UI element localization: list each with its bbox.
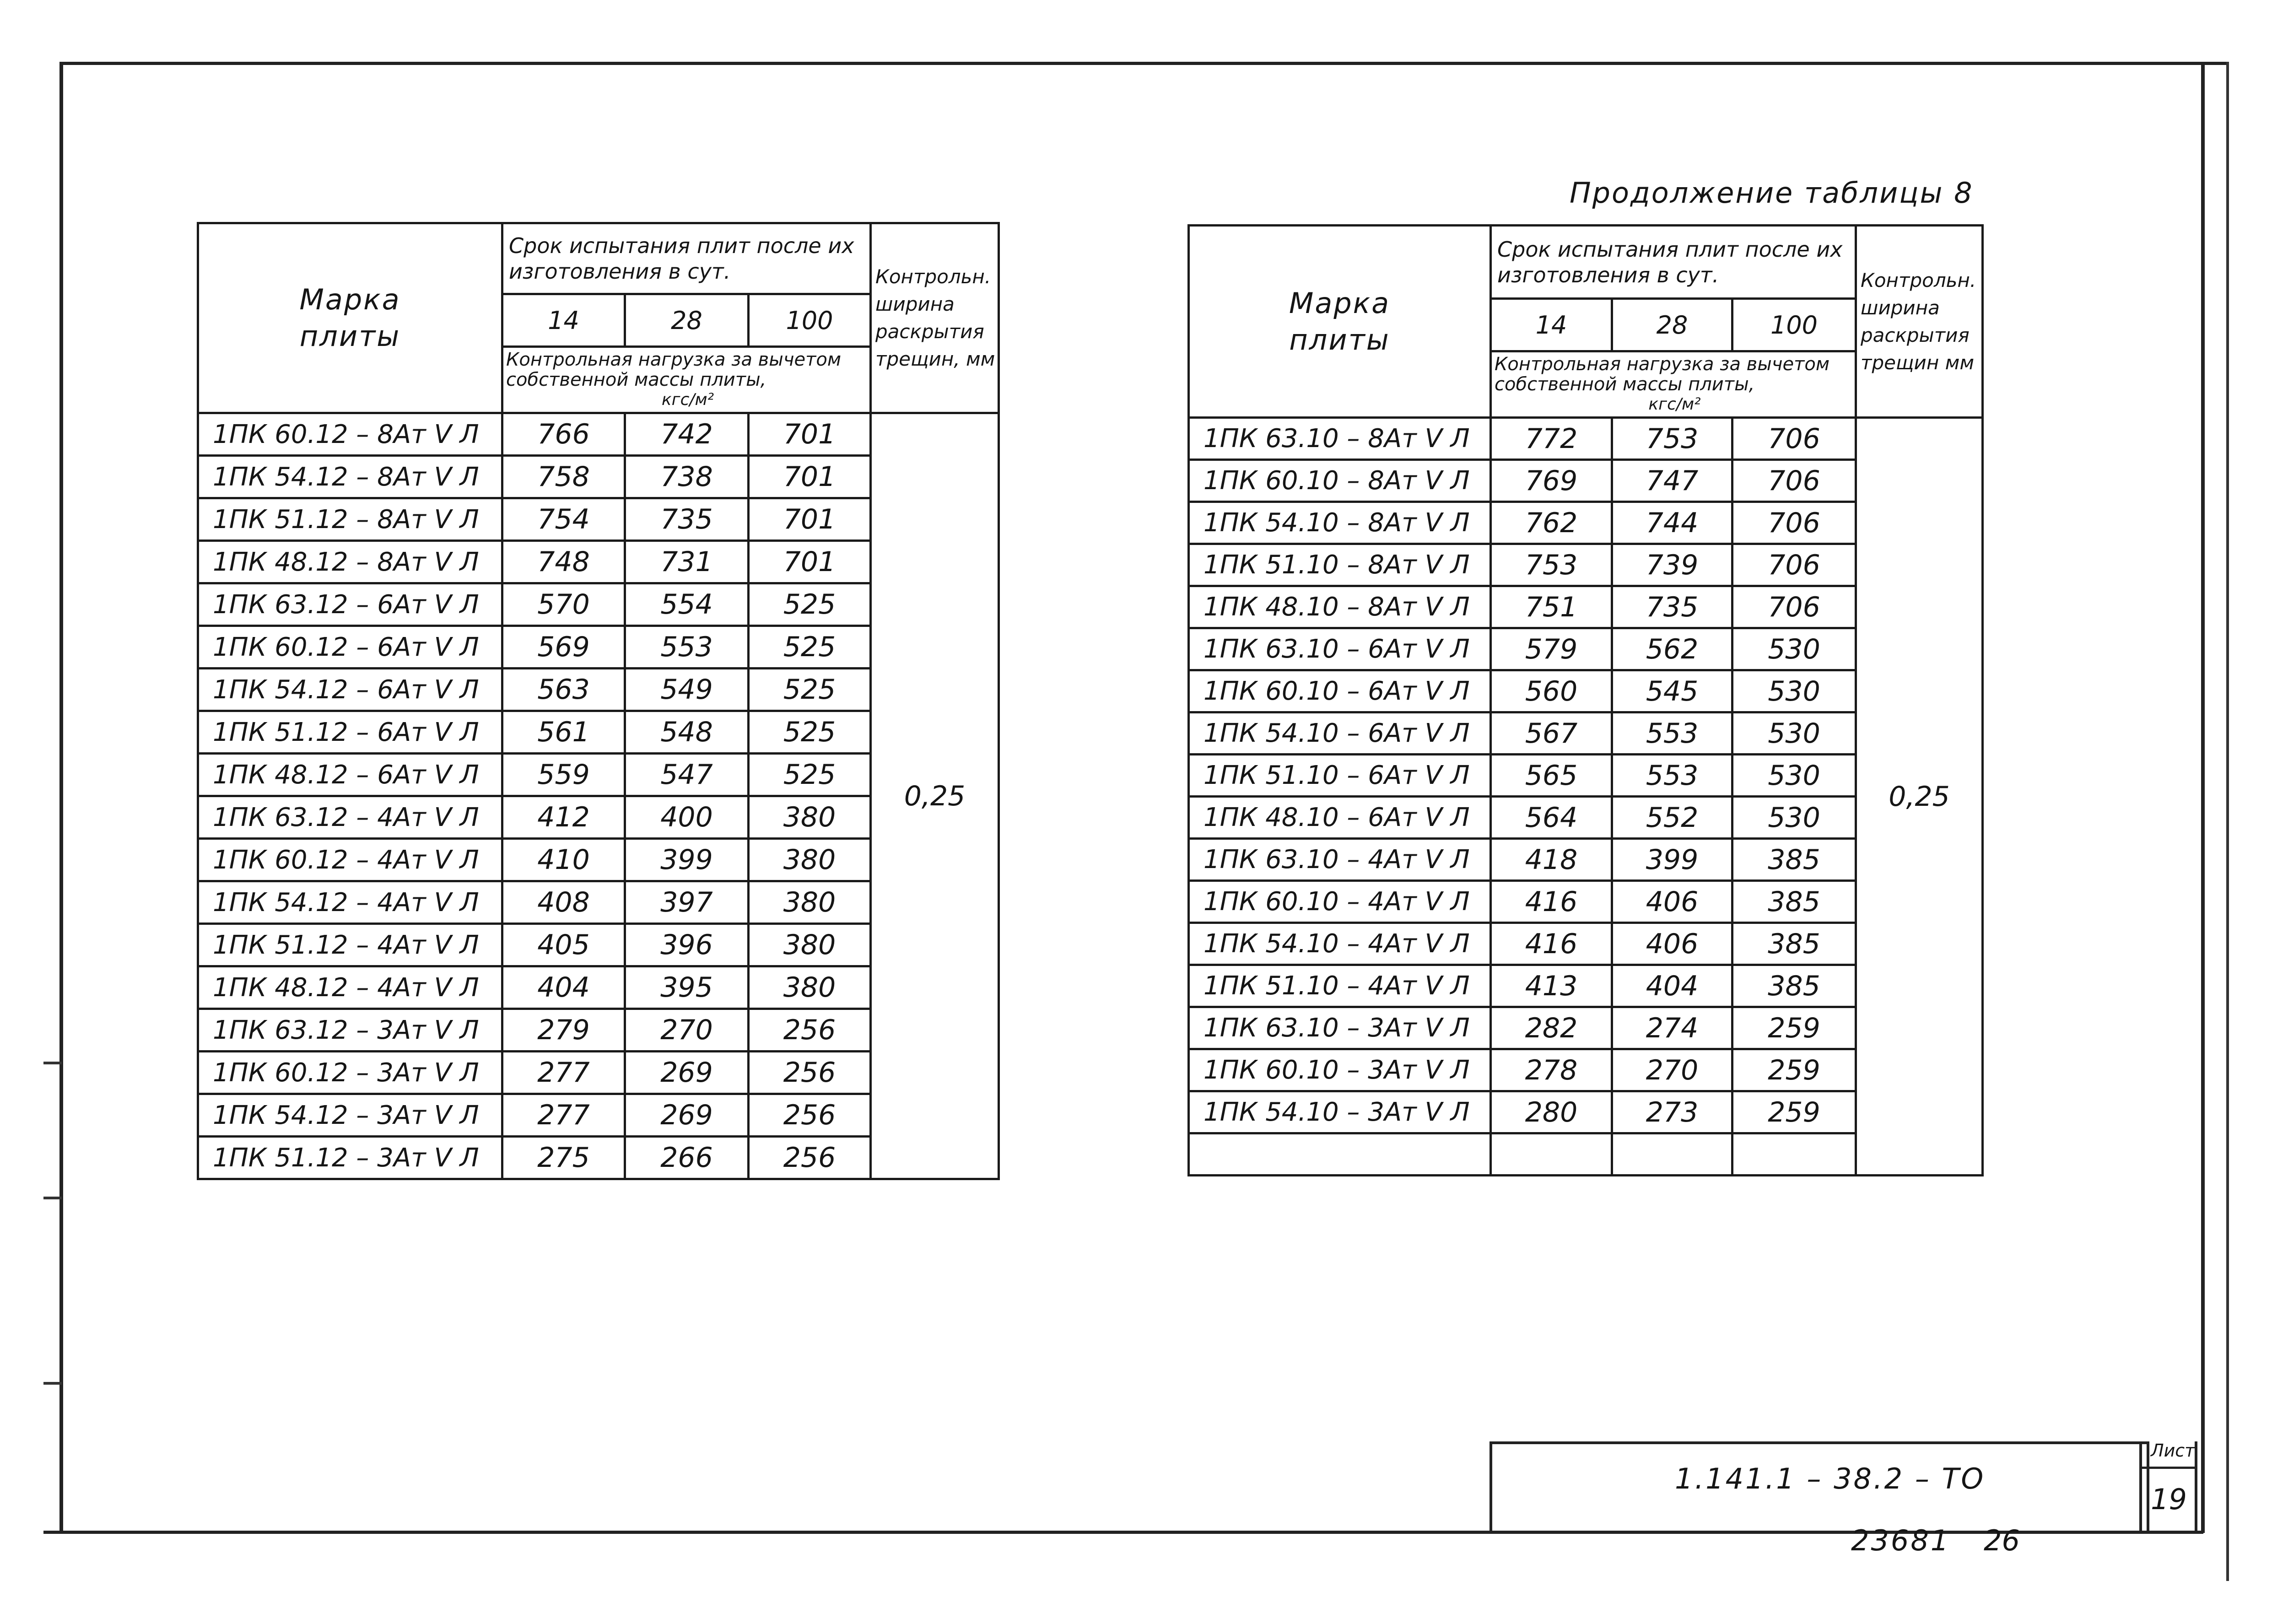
crack-width-cell: 0,25 (871, 413, 999, 1179)
load-28-cell: 735 (1612, 586, 1732, 628)
load-14-cell: 766 (502, 413, 625, 456)
load-100-cell: 525 (749, 583, 871, 626)
load-28-cell: 549 (625, 669, 749, 711)
load-28-cell: 738 (625, 456, 749, 498)
load-14-cell: 563 (502, 669, 625, 711)
load-28-cell: 399 (1612, 839, 1732, 881)
frame-top (59, 62, 2229, 65)
load-28-cell: 545 (1612, 670, 1732, 712)
mark-header: Марка плиты (198, 223, 502, 413)
plate-mark-cell: 1ПК 51.10 – 8Ат V Л (1189, 544, 1491, 586)
plate-mark-cell: 1ПК 60.12 – 3Ат V Л (198, 1052, 502, 1094)
frame-right-outer (2226, 62, 2229, 1581)
load-14-cell: 753 (1491, 544, 1612, 586)
frame-left (59, 62, 63, 1533)
plate-mark-cell: 1ПК 48.10 – 6Ат V Л (1189, 797, 1491, 839)
load-14-cell: 404 (502, 966, 625, 1009)
load-100-cell: 525 (749, 669, 871, 711)
load-unit: кгс/м² (1648, 395, 1701, 414)
left-table (197, 222, 1000, 1180)
load-100-cell: 530 (1732, 755, 1856, 797)
load-28-cell: 406 (1612, 881, 1732, 923)
load-14-cell: 416 (1491, 881, 1612, 923)
crack-width-cell: 0,25 (1856, 418, 1983, 1176)
plate-mark-cell: 1ПК 51.10 – 6Ат V Л (1189, 755, 1491, 797)
load-14-cell: 277 (502, 1094, 625, 1137)
load-28-cell: 397 (625, 881, 749, 924)
load-unit: кгс/м² (661, 390, 714, 409)
load-28-cell: 399 (625, 839, 749, 881)
day-header-100: 100 (1732, 299, 1856, 351)
load-14-cell: 280 (1491, 1091, 1612, 1133)
load-100-cell: 530 (1732, 628, 1856, 670)
load-28-cell: 270 (625, 1009, 749, 1052)
load-14-cell: 278 (1491, 1049, 1612, 1091)
plate-mark-cell: 1ПК 63.10 – 6Ат V Л (1189, 628, 1491, 670)
load-14-cell: 570 (502, 583, 625, 626)
day-header-14: 14 (1491, 299, 1612, 351)
left-table-body (198, 413, 999, 1179)
plate-mark-cell: 1ПК 54.10 – 4Ат V Л (1189, 923, 1491, 965)
load-100-cell (1732, 1133, 1856, 1176)
load-28-cell: 753 (1612, 418, 1732, 460)
inventory-number: 23681 (1851, 1524, 1951, 1557)
load-28-cell: 553 (1612, 755, 1732, 797)
load-14-cell: 751 (1491, 586, 1612, 628)
day-header-28: 28 (625, 294, 749, 347)
margin-tick (43, 1382, 62, 1385)
load-28-cell: 269 (625, 1094, 749, 1137)
load-14-cell: 569 (502, 626, 625, 669)
plate-mark-cell: 1ПК 48.12 – 4Ат V Л (198, 966, 502, 1009)
load-14-cell: 412 (502, 796, 625, 839)
load-14-cell: 408 (502, 881, 625, 924)
load-100-cell: 256 (749, 1009, 871, 1052)
plate-mark-cell: 1ПК 51.12 – 8Ат V Л (198, 498, 502, 541)
load-28-cell: 547 (625, 754, 749, 796)
load-100-cell: 701 (749, 456, 871, 498)
load-100-cell: 259 (1732, 1007, 1856, 1049)
load-14-cell: 748 (502, 541, 625, 583)
load-14-cell: 413 (1491, 965, 1612, 1007)
load-28-cell: 735 (625, 498, 749, 541)
load-14-cell: 418 (1491, 839, 1612, 881)
load-header: Контрольная нагрузка за вычетом собственной массы плиты, кгс/м² (1491, 351, 1856, 418)
plate-mark-cell (1189, 1133, 1491, 1176)
plate-mark-cell: 1ПК 54.12 – 3Ат V Л (198, 1094, 502, 1137)
plate-mark-cell: 1ПК 51.10 – 4Ат V Л (1189, 965, 1491, 1007)
plate-mark-cell: 1ПК 54.10 – 3Ат V Л (1189, 1091, 1491, 1133)
sheet-separator (2139, 1467, 2195, 1469)
plate-mark-cell: 1ПК 54.12 – 4Ат V Л (198, 881, 502, 924)
mark-header: Марка плиты (1189, 226, 1491, 418)
load-100-cell: 385 (1732, 881, 1856, 923)
plate-mark-cell: 1ПК 63.12 – 4Ат V Л (198, 796, 502, 839)
plate-mark-cell: 1ПК 48.12 – 6Ат V Л (198, 754, 502, 796)
day-header-100: 100 (749, 294, 871, 347)
plate-mark-cell: 1ПК 63.12 – 3Ат V Л (198, 1009, 502, 1052)
plate-mark-cell: 1ПК 48.10 – 8Ат V Л (1189, 586, 1491, 628)
right-table (1187, 224, 1984, 1176)
load-14-cell: 405 (502, 924, 625, 966)
load-14-cell: 560 (1491, 670, 1612, 712)
load-14-cell: 275 (502, 1137, 625, 1179)
load-100-cell: 256 (749, 1094, 871, 1137)
load-14-cell: 564 (1491, 797, 1612, 839)
plate-mark-cell: 1ПК 48.12 – 8Ат V Л (198, 541, 502, 583)
load-100-cell: 530 (1732, 712, 1856, 755)
plate-mark-cell: 1ПК 51.12 – 4Ат V Л (198, 924, 502, 966)
load-14-cell: 565 (1491, 755, 1612, 797)
plate-mark-cell: 1ПК 60.10 – 6Ат V Л (1189, 670, 1491, 712)
load-100-cell: 525 (749, 626, 871, 669)
load-14-cell: 762 (1491, 502, 1612, 544)
load-28-cell: 553 (1612, 712, 1732, 755)
load-100-cell: 380 (749, 839, 871, 881)
load-28-cell: 273 (1612, 1091, 1732, 1133)
load-14-cell: 279 (502, 1009, 625, 1052)
load-100-cell: 706 (1732, 586, 1856, 628)
load-28-cell: 274 (1612, 1007, 1732, 1049)
load-14-cell: 579 (1491, 628, 1612, 670)
table-row (1189, 418, 1983, 460)
load-100-cell: 706 (1732, 460, 1856, 502)
load-100-cell: 706 (1732, 544, 1856, 586)
load-28-cell: 266 (625, 1137, 749, 1179)
load-28-cell: 400 (625, 796, 749, 839)
table-caption: Продолжение таблицы 8 (1570, 176, 1974, 210)
plate-mark-cell: 1ПК 60.12 – 6Ат V Л (198, 626, 502, 669)
load-100-cell: 256 (749, 1052, 871, 1094)
day-header-28: 28 (1612, 299, 1732, 351)
load-14-cell: 772 (1491, 418, 1612, 460)
plate-mark-cell: 1ПК 51.12 – 6Ат V Л (198, 711, 502, 754)
frame-right-inner (2201, 62, 2205, 1533)
load-14-cell: 567 (1491, 712, 1612, 755)
load-14-cell: 758 (502, 456, 625, 498)
load-14-cell: 559 (502, 754, 625, 796)
sheet-label: Лист (2151, 1441, 2195, 1461)
load-100-cell: 385 (1732, 965, 1856, 1007)
load-28-cell: 404 (1612, 965, 1732, 1007)
margin-tick (43, 1062, 62, 1064)
load-28-cell: 562 (1612, 628, 1732, 670)
load-28-cell: 554 (625, 583, 749, 626)
day-header-14: 14 (502, 294, 625, 347)
load-100-cell: 525 (749, 754, 871, 796)
load-100-cell: 259 (1732, 1049, 1856, 1091)
load-28-cell: 747 (1612, 460, 1732, 502)
crack-width-header: Контрольн. ширина раскрытия трещин мм (1856, 226, 1983, 418)
plate-mark-cell: 1ПК 54.10 – 6Ат V Л (1189, 712, 1491, 755)
plate-mark-cell: 1ПК 60.10 – 8Ат V Л (1189, 460, 1491, 502)
load-100-cell: 259 (1732, 1091, 1856, 1133)
load-28-cell: 739 (1612, 544, 1732, 586)
plate-mark-cell: 1ПК 60.12 – 4Ат V Л (198, 839, 502, 881)
load-28-cell (1612, 1133, 1732, 1176)
plate-mark-cell: 1ПК 63.10 – 8Ат V Л (1189, 418, 1491, 460)
load-header: Контрольная нагрузка за вычетом собственной массы плиты, кгс/м² (502, 347, 871, 413)
load-28-cell: 553 (625, 626, 749, 669)
load-100-cell: 530 (1732, 797, 1856, 839)
term-header: Срок испытания плит после их изготовления в сут. (502, 223, 871, 294)
load-28-cell: 731 (625, 541, 749, 583)
inventory-suffix: 26 (1984, 1524, 2020, 1557)
plate-mark-cell: 1ПК 54.12 – 8Ат V Л (198, 456, 502, 498)
load-28-cell: 395 (625, 966, 749, 1009)
load-100-cell: 380 (749, 881, 871, 924)
load-100-cell: 380 (749, 796, 871, 839)
load-28-cell: 270 (1612, 1049, 1732, 1091)
plate-mark-cell: 1ПК 63.10 – 3Ат V Л (1189, 1007, 1491, 1049)
load-28-cell: 396 (625, 924, 749, 966)
term-header: Срок испытания плит после их изготовления в сут. (1491, 226, 1856, 299)
crack-width-header: Контрольн. ширина раскрытия трещин, мм (871, 223, 999, 413)
plate-mark-cell: 1ПК 51.12 – 3Ат V Л (198, 1137, 502, 1179)
load-100-cell: 706 (1732, 502, 1856, 544)
right-table-body (1189, 418, 1983, 1176)
load-28-cell: 406 (1612, 923, 1732, 965)
load-100-cell: 525 (749, 711, 871, 754)
load-28-cell: 742 (625, 413, 749, 456)
load-100-cell: 530 (1732, 670, 1856, 712)
load-14-cell: 416 (1491, 923, 1612, 965)
plate-mark-cell: 1ПК 54.10 – 8Ат V Л (1189, 502, 1491, 544)
load-14-cell: 277 (502, 1052, 625, 1094)
load-100-cell: 385 (1732, 839, 1856, 881)
load-100-cell: 385 (1732, 923, 1856, 965)
load-14-cell: 410 (502, 839, 625, 881)
load-100-cell: 701 (749, 541, 871, 583)
margin-tick (43, 1197, 62, 1199)
plate-mark-cell: 1ПК 54.12 – 6Ат V Л (198, 669, 502, 711)
load-14-cell: 282 (1491, 1007, 1612, 1049)
table-row (198, 413, 999, 456)
plate-mark-cell: 1ПК 60.10 – 4Ат V Л (1189, 881, 1491, 923)
load-100-cell: 380 (749, 924, 871, 966)
load-28-cell: 548 (625, 711, 749, 754)
load-28-cell: 552 (1612, 797, 1732, 839)
load-14-cell: 754 (502, 498, 625, 541)
plate-mark-cell: 1ПК 63.10 – 4Ат V Л (1189, 839, 1491, 881)
sheet-number: 19 (2151, 1483, 2187, 1516)
load-28-cell: 744 (1612, 502, 1732, 544)
load-100-cell: 380 (749, 966, 871, 1009)
load-100-cell: 256 (749, 1137, 871, 1179)
plate-mark-cell: 1ПК 63.12 – 6Ат V Л (198, 583, 502, 626)
plate-mark-cell: 1ПК 60.12 – 8Ат V Л (198, 413, 502, 456)
load-100-cell: 701 (749, 413, 871, 456)
load-28-cell: 269 (625, 1052, 749, 1094)
load-14-cell (1491, 1133, 1612, 1176)
plate-mark-cell: 1ПК 60.10 – 3Ат V Л (1189, 1049, 1491, 1091)
load-14-cell: 769 (1491, 460, 1612, 502)
load-14-cell: 561 (502, 711, 625, 754)
document-code: 1.141.1 – 38.2 – ТО (1675, 1462, 1986, 1495)
load-100-cell: 706 (1732, 418, 1856, 460)
load-100-cell: 701 (749, 498, 871, 541)
